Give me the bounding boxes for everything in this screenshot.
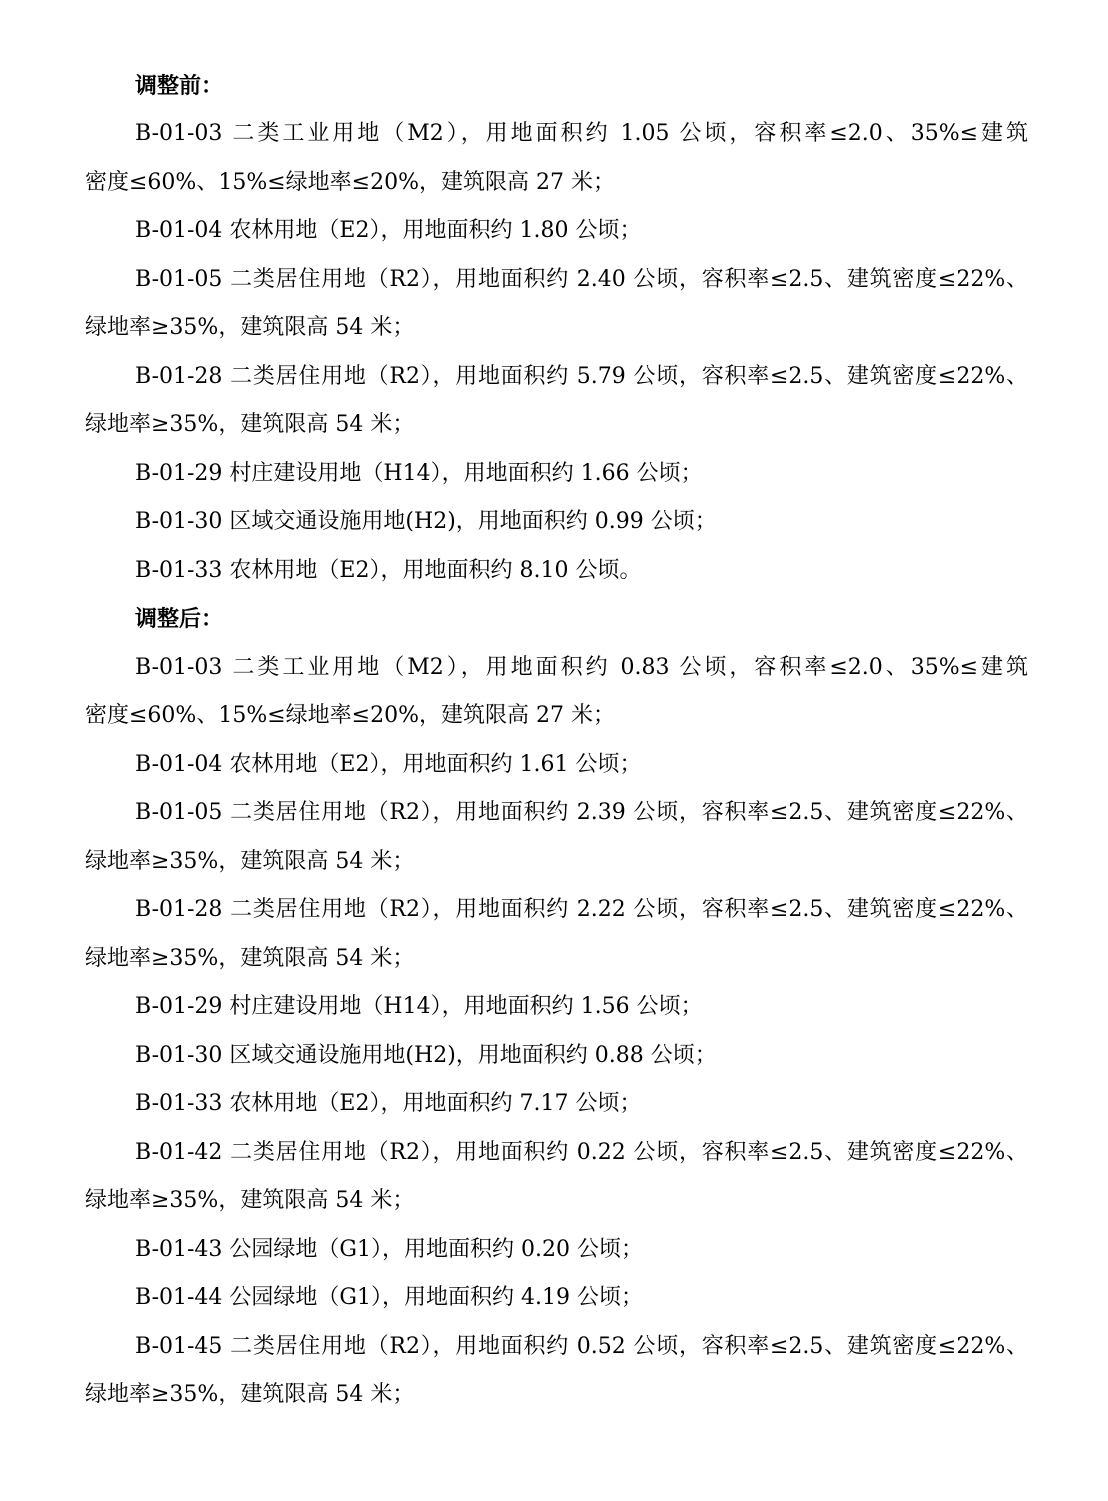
paragraph-line: 绿地率≥35%，建筑限高 54 米； [85,315,415,340]
paragraph-line: B-01-28 二类居住用地（R2），用地面积约 2.22 公顷，容积率≤2.5、建筑密度≤22%、 [135,897,1028,922]
paragraph-line: 密度≤60%、15%≤绿地率≤20%，建筑限高 27 米； [85,170,615,195]
paragraph-line: B-01-28 二类居住用地（R2），用地面积约 5.79 公顷，容积率≤2.5、建筑密度≤22%、 [135,364,1028,389]
paragraph-line: B-01-05 二类居住用地（R2），用地面积约 2.39 公顷，容积率≤2.5、建筑密度≤22%、 [135,800,1028,825]
paragraph-line: 绿地率≥35%，建筑限高 54 米； [85,849,415,874]
paragraph-line: B-01-04 农林用地（E2），用地面积约 1.80 公顷； [135,218,642,243]
paragraph-line: B-01-33 农林用地（E2），用地面积约 8.10 公顷。 [135,558,642,583]
paragraph-line: B-01-30 区域交通设施用地(H2)，用地面积约 0.99 公顷； [135,509,717,534]
paragraph-line: 绿地率≥35%，建筑限高 54 米； [85,1382,415,1407]
paragraph-line: B-01-43 公园绿地（G1），用地面积约 0.20 公顷； [135,1237,643,1262]
paragraph-line: B-01-33 农林用地（E2），用地面积约 7.17 公顷； [135,1091,642,1116]
paragraph-line: B-01-44 公园绿地（G1），用地面积约 4.19 公顷； [135,1285,643,1310]
paragraph-line: 绿地率≥35%，建筑限高 54 米； [85,1188,415,1213]
paragraph-line: B-01-29 村庄建设用地（H14），用地面积约 1.56 公顷； [135,994,703,1019]
section-heading-after: 调整后： [135,606,224,632]
paragraph-line: 绿地率≥35%，建筑限高 54 米； [85,412,415,437]
paragraph-line: B-01-45 二类居住用地（R2），用地面积约 0.52 公顷，容积率≤2.5、建筑密度≤22%、 [135,1334,1028,1359]
section-heading-before: 调整前： [135,73,224,99]
paragraph-line: B-01-30 区域交通设施用地(H2)，用地面积约 0.88 公顷； [135,1043,717,1068]
paragraph-line: B-01-29 村庄建设用地（H14），用地面积约 1.66 公顷； [135,461,703,486]
paragraph-line: 绿地率≥35%，建筑限高 54 米； [85,946,415,971]
paragraph-line: B-01-42 二类居住用地（R2），用地面积约 0.22 公顷，容积率≤2.5、建筑密度≤22%、 [135,1140,1028,1165]
paragraph-line: B-01-03 二类工业用地（M2），用地面积约 1.05 公顷，容积率≤2.0、35%≤建筑 [135,121,1028,146]
paragraph-line: B-01-04 农林用地（E2），用地面积约 1.61 公顷； [135,752,642,777]
paragraph-line: 密度≤60%、15%≤绿地率≤20%，建筑限高 27 米； [85,703,615,728]
paragraph-line: B-01-05 二类居住用地（R2），用地面积约 2.40 公顷，容积率≤2.5、建筑密度≤22%、 [135,267,1028,292]
paragraph-line: B-01-03 二类工业用地（M2），用地面积约 0.83 公顷，容积率≤2.0、35%≤建筑 [135,655,1028,680]
